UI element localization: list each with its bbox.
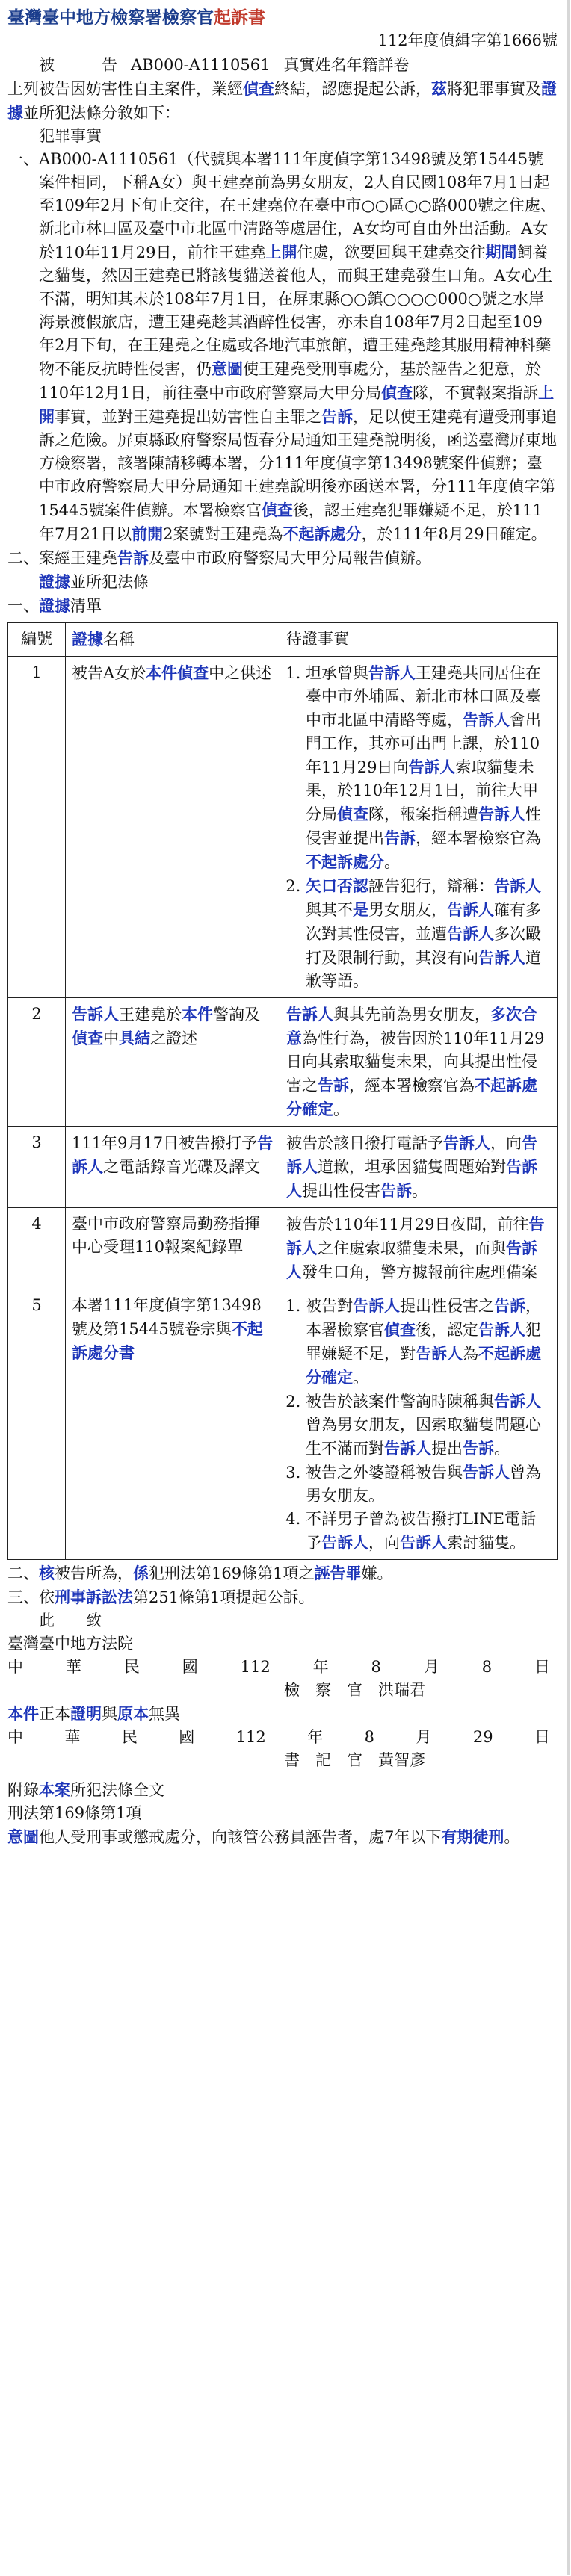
row-name: 臺中市政府警察局勤務指揮中心受理110報案紀錄單 [66,1208,280,1289]
defendant-note: 真實姓名年籍詳卷 [283,56,410,74]
title-highlight: 起訴書 [214,7,265,28]
title-prefix: 臺灣臺中地方檢察署檢察官 [7,7,214,28]
row-name: 被告A女於本件偵查中之供述 [66,657,280,998]
evidence-table [7,622,558,1560]
row-fact: 1. 坦承曾與告訴人王建堯共同居住在臺中市外埔區、新北市林口區及臺中市北區中清路等處，告訴人會出門工作，其亦可出門上課，於110年11月29日向告訴人索取貓隻未果，於110年12月1日，前往大甲分局偵查隊，報案指稱遭告訴人性侵害並提出告訴，經本署檢察官為不起訴處分。 2. 矢口否認誣告犯行，辯稱：告訴人與其不是男女朋友，告訴人確有多次對其性侵害，並遭告訴人多次毆打及限制行動，其沒有向告訴人道歉等語。 [280,657,558,998]
row-no: 2 [8,998,66,1127]
date-line-2: 中 華 民 國 112 年 8 月 29 日 [7,1728,550,1746]
clerk-signature: 書 記 官 黃智彥 [284,1751,425,1769]
case-number: 112年度偵緝字第1666號 [377,31,558,49]
fact-2: 二、案經王建堯告訴及臺中市政府警察局大甲分局報告偵辦。 [7,548,431,567]
table-row [8,1208,558,1289]
row-name: 本署111年度偵字第13498號及第15445號卷宗與不起訴處分書 [66,1289,280,1560]
row-no: 4 [8,1208,66,1289]
intro-paragraph: 上列被告因妨害性自主案件，業經偵查終結，認應提起公訴，茲將犯罪事實及證據並所犯法條分敘如下： [7,79,557,122]
attachment-heading: 附錄本案所犯法條全文 [7,1780,164,1799]
row-name: 告訴人王建堯於本件警詢及偵查中具結之證述 [66,998,280,1127]
row-no: 3 [8,1127,66,1208]
prosecution-basis: 三、依刑事訴訟法第251條第1項提起公訴。 [7,1588,315,1606]
document-title [7,6,558,29]
row-fact: 告訴人與其先前為男女朋友，多次合意為性行為，被告因於110年11月29日向其索取貓隻未果，向其提出性侵害之告訴，經本署檢察官為不起訴處分確定。 [280,998,558,1127]
row-fact: 被告於110年11月29日夜間，前往告訴人之住處索取貓隻未果，而與告訴人發生口角，警方據報前往處理備案 [280,1208,558,1289]
header-fact: 待證事實 [280,623,558,657]
indictment-document [7,6,558,1849]
attachment-text: 意圖他人受刑事或懲戒處分，向該管公務員誣告者，處7年以下有期徒刑。 [7,1827,520,1846]
table-row [8,1127,558,1208]
attachment-law: 刑法第169條第1項 [7,1804,142,1822]
closing-to: 此 致 [39,1611,102,1629]
fact-1: 一、AB000-A1110561（代號與本署111年度偵字第13498號及第15445號案件相同，下稱A女）與王建堯前為男女朋友，2人自民國108年7月1日起至109年2月下旬止交往，在王建堯位在臺中市○○區○○路000號之住處、新北市林口區及臺中市北區中清路等處居住，A女均可自由外出活動。A女於110年11月29日，前往王建堯上開住處，欲要回與王建堯交往期間飼養之貓隻，然因王建堯已將該隻貓送養他人，而與王建堯發生口角。A女心生不滿，明知其未於108年7月1日，在屏東縣○○鎮○○○○000○號之水岸海景渡假旅店，遭王建堯趁其酒醉性侵害，亦未自108年7月2日起至109年2月下旬，在王建堯之住處或各地汽車旅館，遭王建堯趁其服用精神科藥物不能反抗時性侵害，仍意圖使王建堯受刑事處分，基於誣告之犯意，於110年12月1日，前往臺中市政府警察局大甲分局偵查隊，不實報案指訴上開事實，並對王建堯提出妨害性自主罪之告訴，足以使王建堯有遭受刑事追訴之危險。屏東縣政府警察局恆春分局通知王建堯說明後，函送臺灣屏東地方檢察署，該署陳請移轉本署，分111年度偵字第13498號案件偵辦；臺中市政府警察局大甲分局通知王建堯說明後亦函送本署，分111年度偵字第15445號案件偵辦。本署檢察官偵查後，認王建堯犯罪嫌疑不足，於111年7月21日以前開2案號對王建堯為不起訴處分，於111年8月29日確定。 [7,150,557,543]
row-name: 111年9月17日被告撥打予告訴人之電話錄音光碟及譯文 [66,1127,280,1208]
row-fact: 被告於該日撥打電話予告訴人，向告訴人道歉，坦承因貓隻問題始對告訴人提出性侵害告訴。 [280,1127,558,1208]
section-evidence-heading: 證據並所犯法條 [39,572,149,591]
defendant-id: AB000-A1110561 [131,56,271,74]
law-article: 二、核被告所為，係犯刑法第169條第1項之誣告罪嫌。 [7,1564,393,1582]
date-line-1: 中 華 民 國 112 年 8 月 8 日 [7,1658,550,1676]
table-row [8,1289,558,1560]
prosecutor-signature: 檢 察 官 洪瑞君 [284,1681,425,1699]
table-row [8,657,558,998]
row-no: 1 [8,657,66,998]
table-row [8,998,558,1127]
row-no: 5 [8,1289,66,1560]
certification-line: 本件正本證明與原本無異 [7,1704,180,1723]
header-no: 編號 [8,623,66,657]
section-facts-heading: 犯罪事實 [39,127,102,145]
court-name: 臺灣臺中地方法院 [7,1635,133,1653]
header-name: 證據名稱 [66,623,280,657]
defendant-label: 被 告 [39,56,117,74]
row-fact: 1. 被告對告訴人提出性侵害之告訴，本署檢察官偵查後，認定告訴人犯罪嫌疑不足，對告訴人為不起訴處分確定。 2. 被告於該案件警詢時陳稱與告訴人曾為男女朋友，因索取貓隻問題心生不滿而對告訴人提出告訴。 3. 被告之外婆證稱被告與告訴人曾為男女朋友。 4. 不詳男子曾為被告撥打LINE電話予告訴人，向告訴人索討貓隻。 [280,1289,558,1560]
table-header-row [8,623,558,657]
defendant-line [7,54,558,77]
evidence-list-heading: 一、證據清單 [7,596,102,615]
